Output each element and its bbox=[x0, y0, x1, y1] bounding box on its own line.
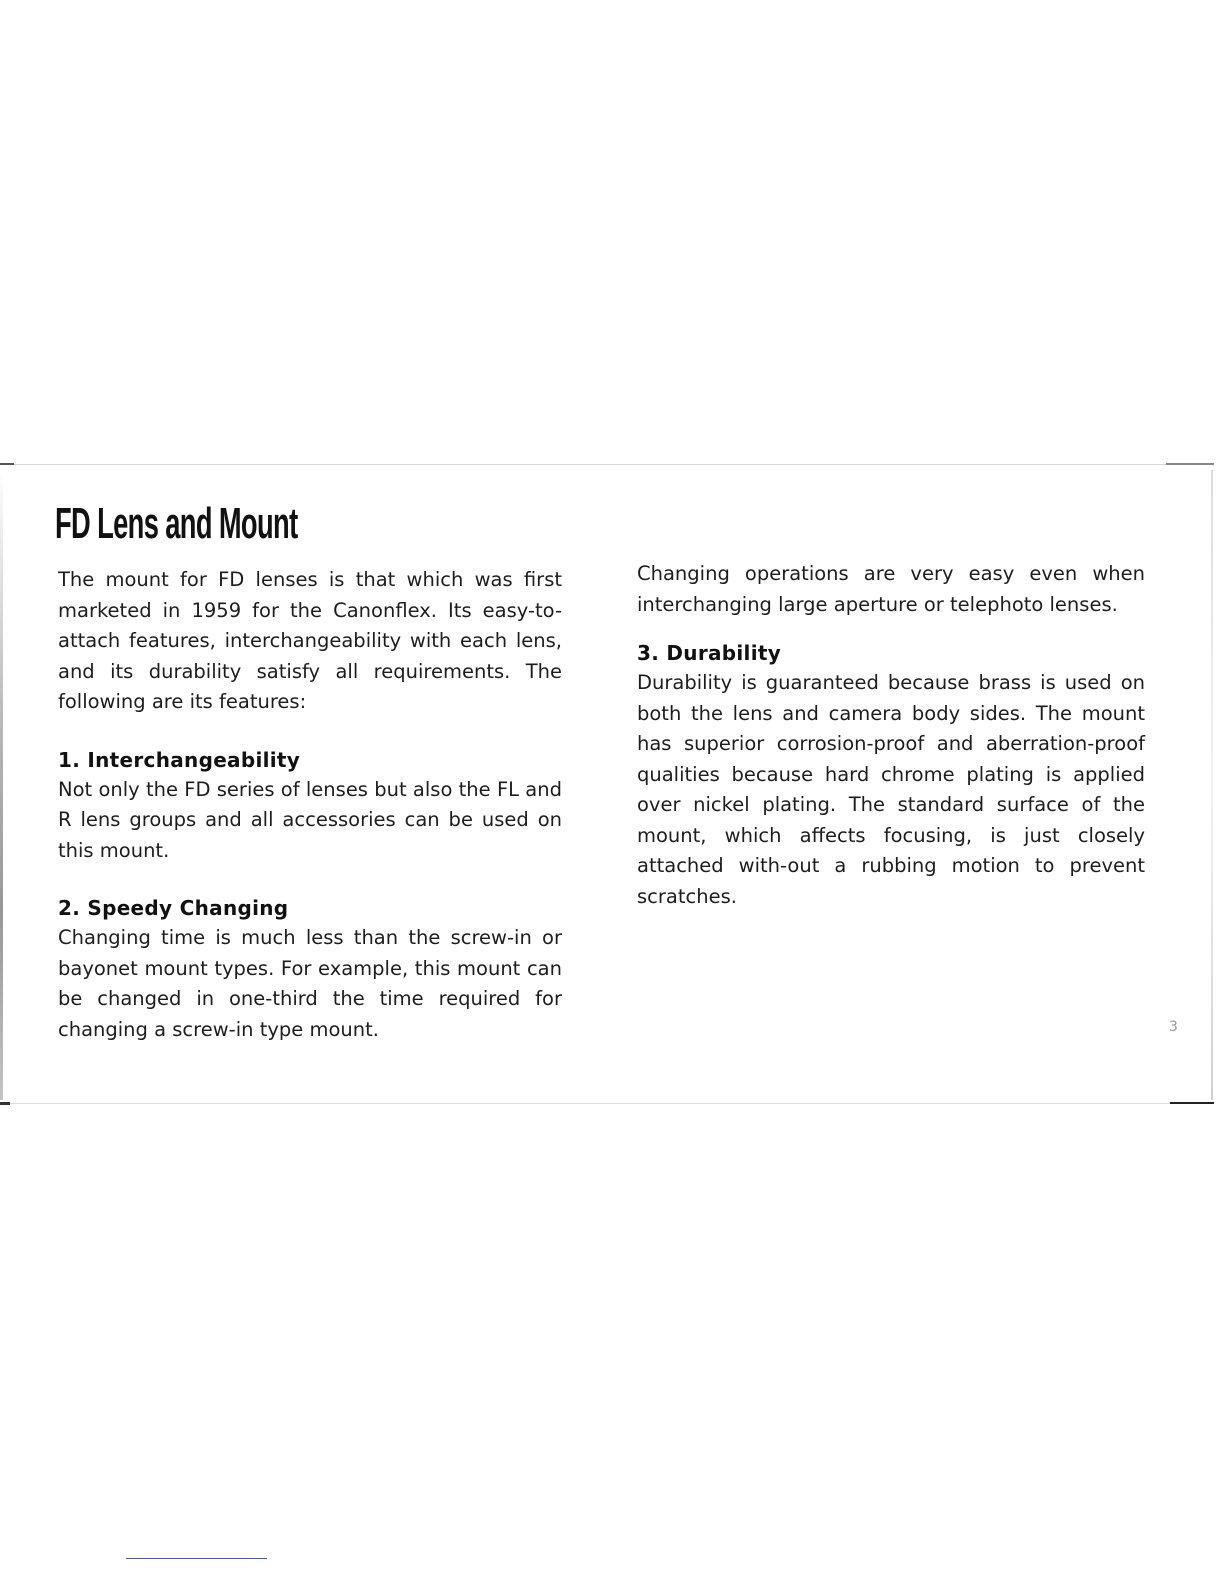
section-body-durability: Durability is guaranteed because brass is used on both the lens and camera body sides. The mount has superior corrosion-proof and aberration-proof qualities because hard chrome plating is applied over nickel plating. The standard surface of the mount, which affects focusing, is just closely attached with-out a rubbing motion to prevent scratches. bbox=[637, 671, 1145, 908]
footer-rule bbox=[126, 1558, 267, 1559]
left-column bbox=[58, 565, 562, 1045]
frame-bottom-border bbox=[0, 1103, 1214, 1104]
section-body-speedy-changing: Changing time is much less than the screw-in or bayonet mount types. For example, this mount can be changed in one-third the time required for changing a screw-in type mount. bbox=[58, 926, 562, 1041]
right-column bbox=[637, 559, 1145, 912]
frame-corner-top-right bbox=[1166, 463, 1214, 465]
page-title: FD Lens and Mount bbox=[55, 499, 298, 548]
frame-top-border bbox=[0, 464, 1214, 465]
section-heading-interchangeability: 1. Interchangeability bbox=[58, 747, 301, 772]
continuation-paragraph: Changing operations are very easy even when interchanging large aperture or telephoto lenses. bbox=[637, 562, 1145, 616]
section-heading-speedy-changing: 2. Speedy Changing bbox=[58, 896, 289, 920]
intro-paragraph: The mount for FD lenses is that which was first marketed in 1959 for the Canonflex. Its easy-to-attach features, interchangeability with each lens, and its durability satisfy all requirements. The following are its features: bbox=[58, 568, 562, 713]
frame-corner-bottom-right bbox=[1170, 1102, 1214, 1104]
frame-corner-bottom-left bbox=[0, 1102, 10, 1105]
section-heading-durability: 3. Durability bbox=[637, 641, 782, 665]
frame-corner-top-left bbox=[0, 463, 14, 465]
section-body-interchangeability: Not only the FD series of lenses but also the FL and R lens groups and all accessories can be used on this mount. bbox=[58, 777, 562, 862]
frame-right-edge bbox=[1211, 470, 1213, 1100]
frame-left-edge bbox=[0, 470, 3, 1100]
page-number: 3 bbox=[1169, 1019, 1178, 1035]
